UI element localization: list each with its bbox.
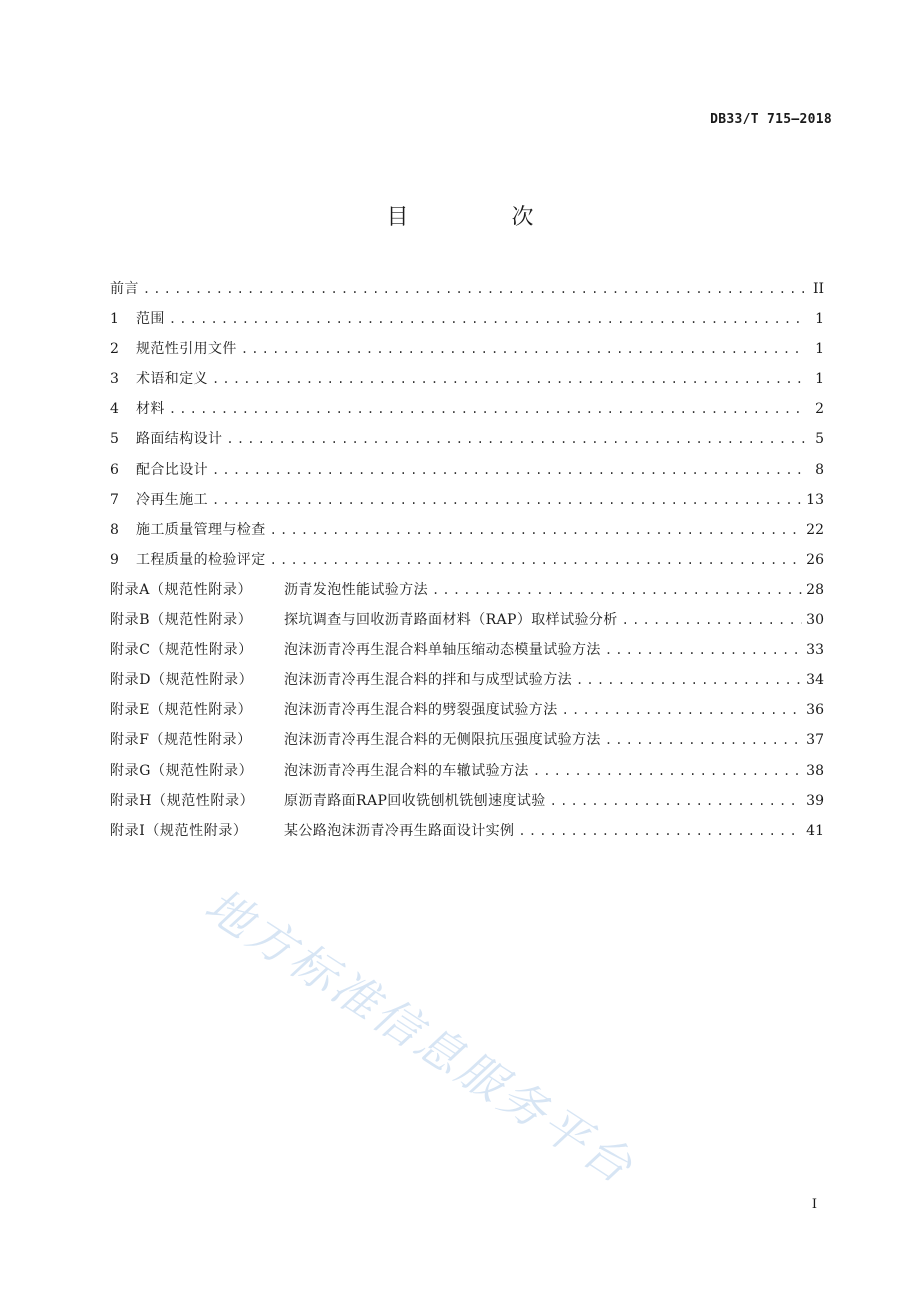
toc-leader-dots (622, 609, 803, 631)
toc-entry-page: 38 (806, 762, 824, 779)
toc-entry-page: 34 (806, 672, 824, 689)
toc-entry-number: 9 (110, 551, 119, 568)
toc-entry-title: 探坑调查与回收沥青路面材料（RAP）取样试验分析 (284, 612, 618, 629)
toc-entry[interactable] (110, 699, 824, 729)
toc-entry-title: 泡沫沥青冷再生混合料的无侧限抗压强度试验方法 (284, 732, 601, 749)
toc-entry-page: 1 (815, 341, 824, 358)
toc-entry-appendix-label: 附录A（规范性附录） (110, 581, 253, 598)
toc-entry-title: 泡沫沥青冷再生混合料的劈裂强度试验方法 (284, 702, 558, 719)
toc-entry-page: 26 (806, 551, 824, 568)
toc-entry-appendix-label: 附录D（规范性附录） (110, 672, 254, 689)
toc-entry-number: 2 (110, 341, 119, 358)
toc-leader-dots (550, 790, 803, 812)
toc-entry-title: 配合比设计 (136, 461, 208, 478)
toc-leader-dots (605, 729, 802, 751)
toc-entry-page: 13 (806, 491, 824, 508)
toc-entry[interactable] (110, 579, 824, 609)
toc-entry-number: 6 (110, 461, 119, 478)
toc-entry-number: 4 (110, 401, 119, 418)
toc-entry[interactable] (110, 760, 824, 790)
toc-leader-dots (169, 308, 806, 330)
toc-leader-dots (226, 428, 806, 450)
toc-entry[interactable] (110, 729, 824, 759)
standard-code: DB33/T 715—2018 (710, 112, 832, 127)
toc-entry-appendix-label: 附录B（规范性附录） (110, 612, 253, 629)
toc-entry-title: 泡沫沥青冷再生混合料单轴压缩动态模量试验方法 (284, 642, 601, 659)
toc-entry-title: 工程质量的检验评定 (136, 551, 266, 568)
toc-entry-title: 原沥青路面RAP回收铣刨机铣刨速度试验 (284, 792, 546, 809)
table-of-contents (110, 278, 824, 850)
toc-entry-page: 5 (815, 431, 824, 448)
toc-leader-dots (212, 459, 806, 481)
toc-entry[interactable] (110, 459, 824, 489)
toc-entry-title: 路面结构设计 (136, 431, 223, 448)
toc-entry-page: 1 (815, 371, 824, 388)
toc-leader-dots (518, 820, 802, 842)
toc-entry[interactable] (110, 639, 824, 669)
toc-entry-page: 36 (806, 702, 824, 719)
page-title: 目 次 (386, 205, 582, 230)
toc-leader-dots (562, 699, 803, 721)
toc-entry[interactable] (110, 368, 824, 398)
toc-entry-page: 39 (806, 792, 824, 809)
toc-leader-dots (533, 760, 802, 782)
toc-entry-number: 7 (110, 491, 119, 508)
toc-entry-appendix-label: 附录C（规范性附录） (110, 642, 253, 659)
toc-leader-dots (270, 549, 803, 571)
toc-entry[interactable] (110, 489, 824, 519)
toc-leader-dots (432, 579, 802, 601)
toc-entry-page: 37 (806, 732, 824, 749)
toc-leader-dots (605, 639, 802, 661)
toc-entry-page: 2 (815, 401, 824, 418)
toc-entry-page: 33 (806, 642, 824, 659)
toc-entry-appendix-label: 附录F（规范性附录） (110, 732, 252, 749)
toc-entry[interactable] (110, 820, 824, 850)
toc-leader-dots (270, 519, 803, 541)
toc-entry-title: 术语和定义 (136, 371, 208, 388)
toc-entry[interactable] (110, 338, 824, 368)
toc-entry-title: 规范性引用文件 (136, 341, 237, 358)
toc-entry-number: 3 (110, 371, 119, 388)
toc-entry-page: 41 (806, 822, 824, 839)
toc-entry-page: 30 (806, 612, 824, 629)
toc-entry-appendix-label: 附录I（规范性附录） (110, 822, 248, 839)
toc-entry[interactable] (110, 609, 824, 639)
toc-entry-title: 某公路泡沫沥青冷再生路面设计实例 (284, 822, 515, 839)
toc-leader-dots (212, 368, 806, 390)
toc-entry[interactable] (110, 308, 824, 338)
toc-entry-title: 泡沫沥青冷再生混合料的拌和与成型试验方法 (284, 672, 572, 689)
toc-entry[interactable] (110, 790, 824, 820)
toc-entry-title: 前言 (110, 281, 139, 297)
toc-entry[interactable] (110, 278, 824, 308)
toc-entry[interactable] (110, 519, 824, 549)
toc-entry-title: 泡沫沥青冷再生混合料的车辙试验方法 (284, 762, 529, 779)
toc-entry-title: 材料 (136, 401, 165, 418)
toc-entry[interactable] (110, 428, 824, 458)
toc-leader-dots (241, 338, 806, 360)
page-number: I (811, 1197, 817, 1212)
toc-leader-dots (576, 669, 802, 691)
toc-entry-page: 8 (815, 461, 824, 478)
toc-entry-page: 22 (806, 521, 824, 538)
toc-entry-title: 施工质量管理与检查 (136, 521, 266, 538)
toc-leader-dots (169, 398, 806, 420)
toc-entry-number: 1 (110, 311, 119, 328)
toc-entry-number: 5 (110, 431, 119, 448)
toc-entry-page: 28 (806, 581, 824, 598)
toc-entry-title: 沥青发泡性能试验方法 (284, 581, 428, 598)
toc-entry-number: 8 (110, 521, 119, 538)
toc-entry-title: 范围 (136, 311, 165, 328)
toc-entry[interactable] (110, 669, 824, 699)
toc-leader-dots (212, 489, 802, 511)
watermark: 地方标准信息服务平台 (195, 877, 645, 1196)
toc-entry[interactable] (110, 398, 824, 428)
toc-leader-dots (143, 278, 806, 300)
toc-entry-title: 冷再生施工 (136, 491, 208, 508)
toc-entry-appendix-label: 附录E（规范性附录） (110, 702, 253, 719)
toc-entry[interactable] (110, 549, 824, 579)
toc-entry-page: II (812, 281, 824, 297)
toc-entry-appendix-label: 附录G（规范性附录） (110, 762, 254, 779)
toc-entry-page: 1 (815, 311, 824, 328)
toc-entry-appendix-label: 附录H（规范性附录） (110, 792, 255, 809)
